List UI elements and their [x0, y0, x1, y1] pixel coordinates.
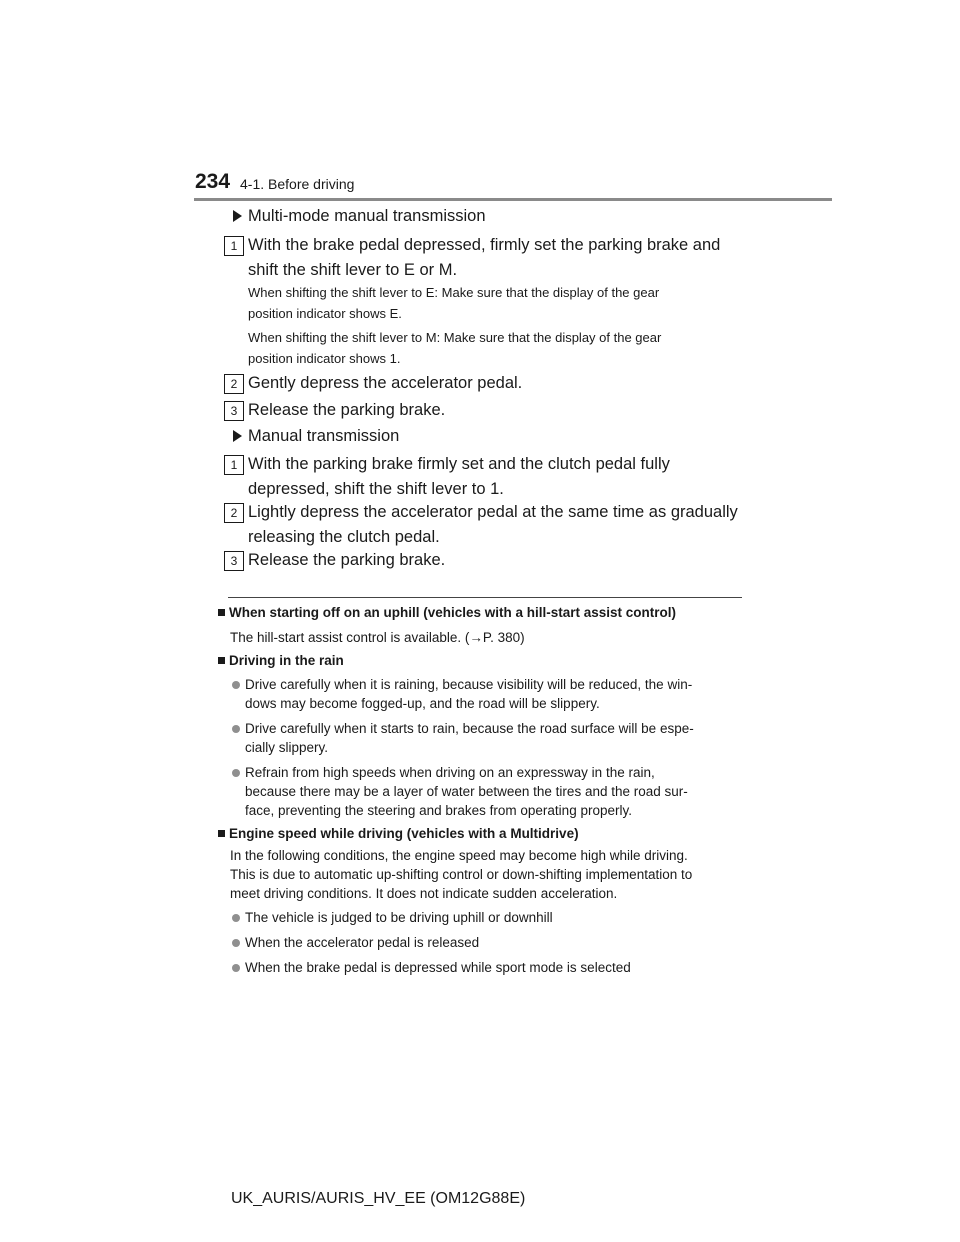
- bullet-dot-icon: [232, 681, 240, 689]
- bullet-item: When the accelerator pedal is released: [232, 933, 742, 952]
- bullet-item: The vehicle is judged to be driving uphill or downhill: [232, 908, 742, 927]
- bullet-dot-icon: [232, 725, 240, 733]
- step-number: 3: [224, 551, 244, 571]
- step-number: 1: [224, 455, 244, 475]
- header-rule: [194, 198, 832, 201]
- step-text: Lightly depress the accelerator pedal at the same time as gradually releasing the clutch pedal.: [248, 503, 738, 546]
- page-number: 234: [195, 170, 231, 193]
- info-heading-engine: Engine speed while driving (vehicles with a Multidrive): [218, 826, 579, 841]
- subheading-manual: Manual transmission: [233, 427, 399, 446]
- step-number: 3: [224, 401, 244, 421]
- bullet-item: When the brake pedal is depressed while sport mode is selected: [232, 958, 742, 977]
- info-heading-uphill: When starting off on an uphill (vehicles with a hill-start assist control): [218, 605, 676, 620]
- section-title: 4-1. Before driving: [240, 176, 355, 192]
- info-paragraph: In the following conditions, the engine speed may become high while driving. This is due to automatic up-shifting control or down-shifting implementation to meet driving conditions. It does not indicate sudden acceleration.: [230, 848, 693, 901]
- bullet-item: Drive carefully when it is raining, because visibility will be reduced, the win- dows may become fogged-up, and the road will be slippery.: [232, 675, 742, 713]
- step-number: 2: [224, 503, 244, 523]
- bullet-dot-icon: [232, 769, 240, 777]
- section-divider: [228, 597, 742, 598]
- step-number: 2: [224, 374, 244, 394]
- step-text: With the parking brake firmly set and the clutch pedal fully depressed, shift the shift lever to 1.: [248, 455, 670, 498]
- info-text: The hill-start assist control is available. (→P. 380): [230, 630, 525, 645]
- bullet-dot-icon: [232, 964, 240, 972]
- subheading-multimode: Multi-mode manual transmission: [233, 207, 486, 226]
- square-bullet-icon: [218, 609, 225, 616]
- triangle-bullet-icon: [233, 430, 242, 442]
- step-text: Release the parking brake.: [248, 401, 446, 419]
- info-heading-rain: Driving in the rain: [218, 653, 344, 668]
- step-note: When shifting the shift lever to E: Make sure that the display of the gear position indicator shows E.: [248, 285, 660, 321]
- step-text: Release the parking brake.: [248, 551, 446, 569]
- bullet-dot-icon: [232, 939, 240, 947]
- square-bullet-icon: [218, 657, 225, 664]
- bullet-item: Refrain from high speeds when driving on an expressway in the rain, because there may be a layer of water between the tires and the road sur- face, preventing the steering and brakes from operating properly.: [232, 763, 742, 820]
- step-text: Gently depress the accelerator pedal.: [248, 374, 523, 392]
- footer-model-code: UK_AURIS/AURIS_HV_EE (OM12G88E): [231, 1190, 526, 1207]
- step-note: When shifting the shift lever to M: Make sure that the display of the gear position indicator shows 1.: [248, 330, 662, 366]
- triangle-bullet-icon: [233, 210, 242, 222]
- bullet-dot-icon: [232, 914, 240, 922]
- square-bullet-icon: [218, 830, 225, 837]
- step-text: With the brake pedal depressed, firmly set the parking brake and shift the shift lever to E or M.: [248, 236, 721, 279]
- step-number: 1: [224, 236, 244, 256]
- bullet-item: Drive carefully when it starts to rain, because the road surface will be espe- cially slippery.: [232, 719, 742, 757]
